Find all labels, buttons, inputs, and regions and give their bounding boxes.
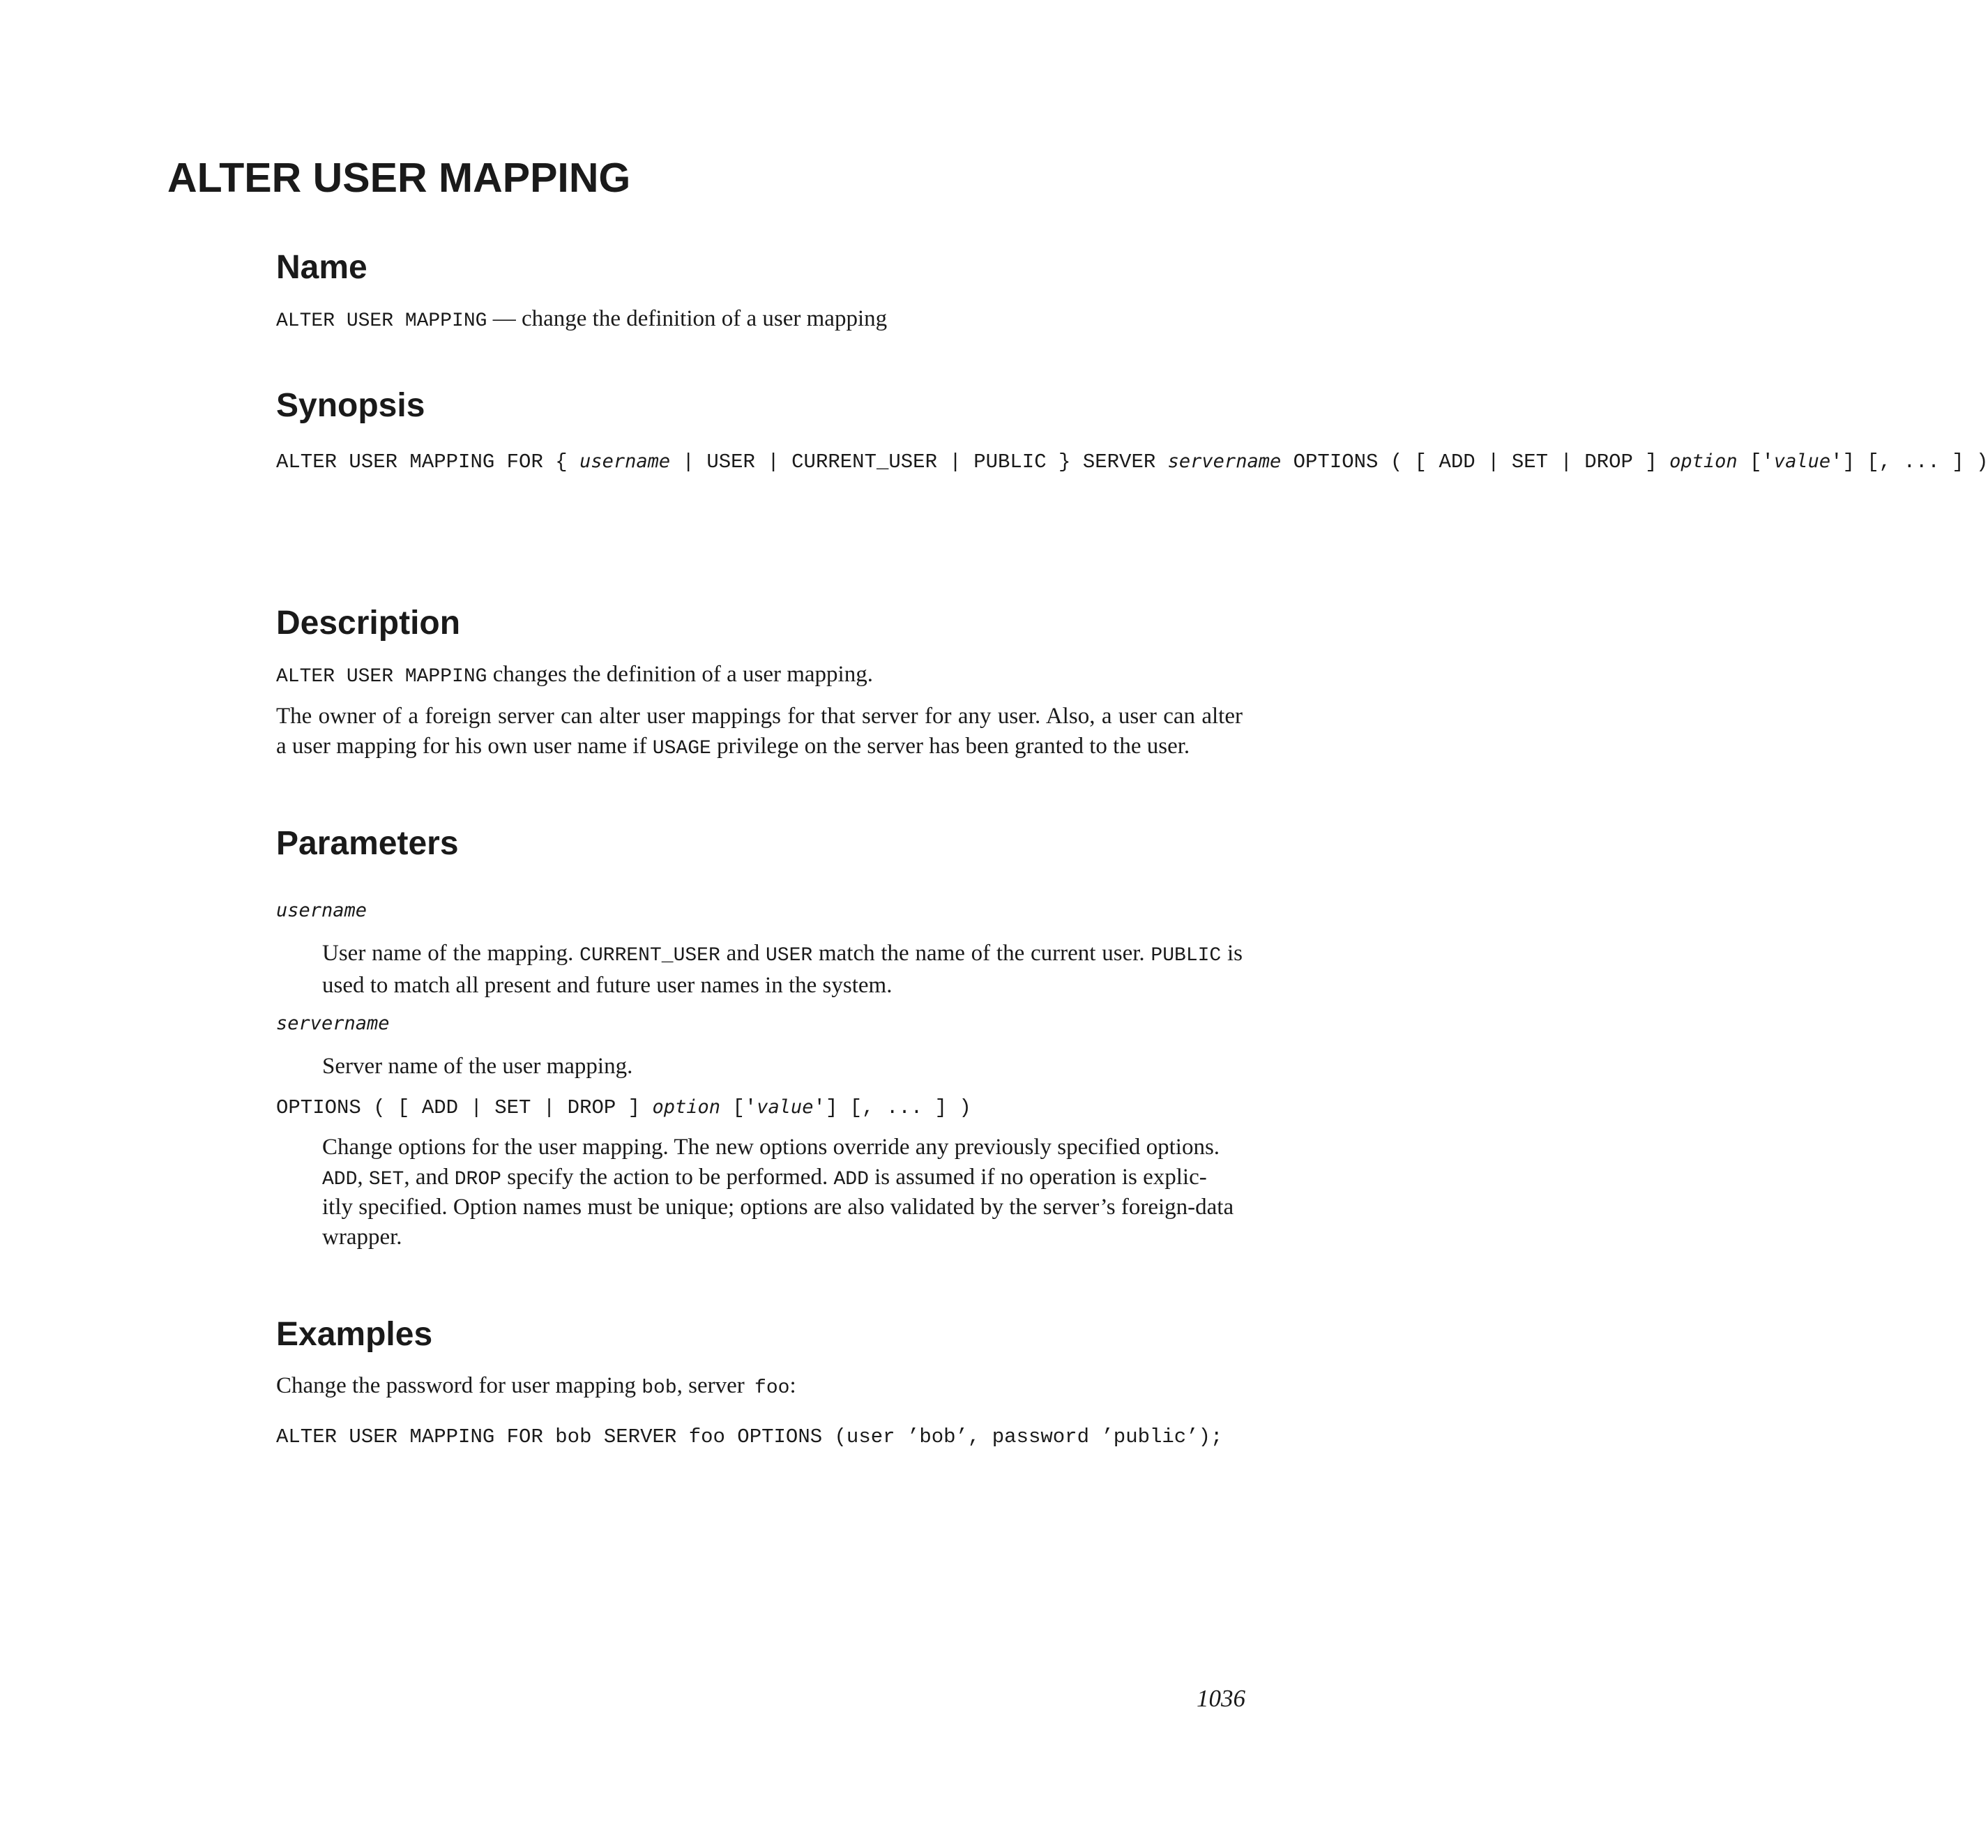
param-desc-username: User name of the mapping. CURRENT_USER and USER match the name of the current user. PUBLIC is used to match all present and future user names in the system.	[322, 941, 1243, 998]
param-desc-options-line-3: itly specified. Option names must be unique; options are also validated by the server’s foreign-data	[322, 1195, 1234, 1220]
inline-code: USAGE	[652, 738, 711, 759]
param-desc-options-line-2: ADD, SET, and DROP specify the action to be performed. ADD is assumed if no operation is explic-	[322, 1165, 1207, 1190]
param-term-username: username	[276, 900, 367, 921]
param-desc-servername: Server name of the user mapping.	[322, 1054, 633, 1079]
description-paragraph-2: The owner of a foreign server can alter user mappings for that server for any user. Also, a user can alter a user mapping for his own user name if USAGE privilege on the server has been granted to the user.	[276, 704, 1243, 759]
page-number: 1036	[1197, 1685, 1245, 1712]
section-heading-name: Name	[276, 249, 367, 286]
inline-code: ALTER USER MAPPING	[276, 666, 487, 688]
command-name: ALTER USER MAPPING	[276, 310, 487, 332]
section-heading-description: Description	[276, 605, 461, 642]
param-term-servername: servername	[276, 1013, 390, 1034]
synopsis-code-block: ALTER USER MAPPING FOR { username | USER | CURRENT_USER | PUBLIC } SERVER servername OPTIONS ( [ ADD | SET | DROP ] option ['value'] [, ... ] )	[276, 450, 1988, 474]
section-heading-parameters: Parameters	[276, 825, 459, 862]
section-heading-examples: Examples	[276, 1316, 433, 1353]
examples-intro: Change the password for user mapping bob, server foo:	[276, 1373, 796, 1399]
param-term-options: OPTIONS ( [ ADD | SET | DROP ] option ['value'] [, ... ] )	[276, 1096, 971, 1119]
name-summary	[276, 304, 887, 336]
param-desc-options-line-4: wrapper.	[322, 1225, 402, 1250]
example-code-block: ALTER USER MAPPING FOR bob SERVER foo OPTIONS (user ’bob’, password ’public’);	[276, 1425, 1223, 1448]
section-heading-synopsis: Synopsis	[276, 387, 425, 424]
command-summary: — change the definition of a user mapping	[492, 306, 888, 331]
description-paragraph-1: ALTER USER MAPPING changes the definition of a user mapping.	[276, 662, 873, 688]
page-title: ALTER USER MAPPING	[167, 155, 631, 201]
param-desc-options-line-1: Change options for the user mapping. The new options override any previously specified options.	[322, 1135, 1220, 1160]
